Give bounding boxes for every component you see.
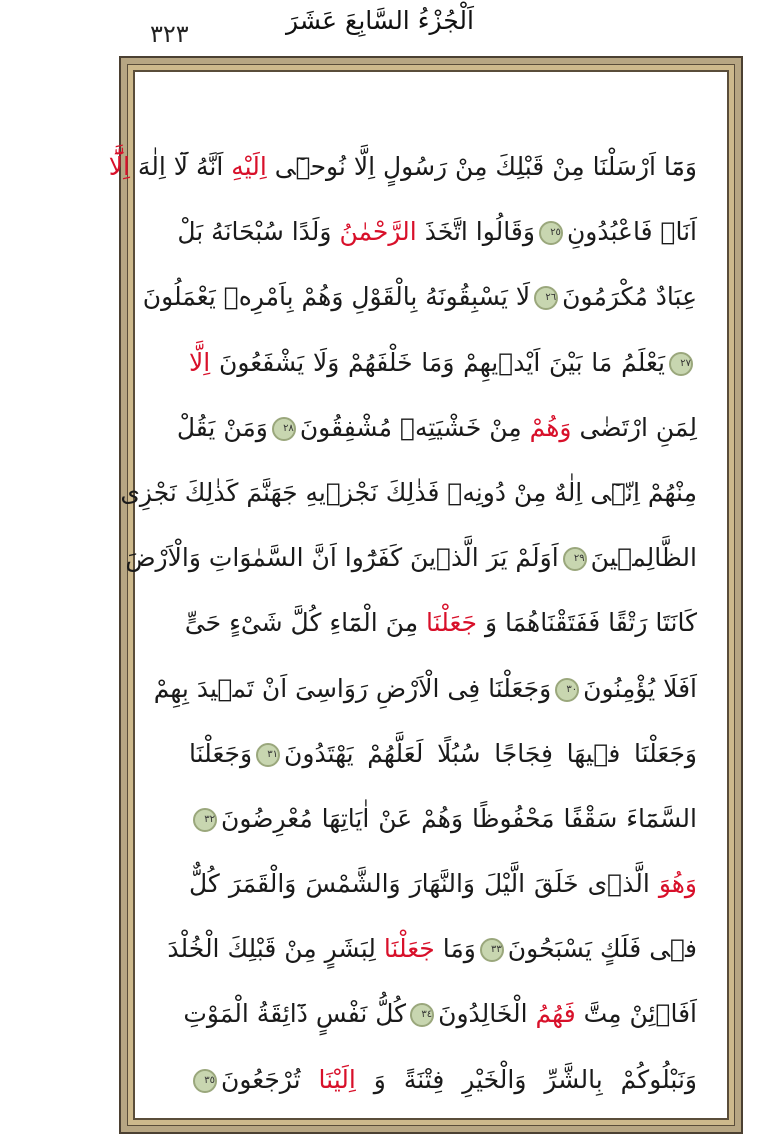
verse-text: مِنْ خَشْيَتِهٖ مُشْفِقُونَ (299, 412, 530, 442)
verse-text: اَفَا۬ئِنْ مِتَّ (575, 999, 697, 1029)
highlighted-word: وَهُوَ (658, 869, 697, 899)
text-line (120, 460, 697, 525)
quran-text (108, 134, 697, 1112)
verse-text: مِنْهُمْ اِنّٖٓى اِلٰهٌ مِنْ دُونِهٖ فَذٰلِكَ نَجْزٖيهِ جَهَنَّمَ كَذٰلِكَ نَجْزِى (120, 477, 697, 507)
highlighted-word: الرَّحْمٰنُ (339, 217, 417, 247)
highlighted-word: فَهُمُ (535, 999, 576, 1029)
ayah-number-marker: ٣٥ (193, 1069, 217, 1093)
verse-text: مِنَ الْمَٓاءِ كُلَّ شَیْءٍ حَیٍّ (184, 608, 427, 638)
verse-text: اَفَلَا يُؤْمِنُونَ (583, 673, 697, 703)
ayah-number-marker: ٢٧ (669, 352, 693, 376)
text-line (183, 981, 697, 1046)
text-line (184, 590, 697, 655)
verse-text: كَانَتَا رَتْقًا فَفَتَقْنَاهُمَا وَ (477, 608, 697, 638)
verse-text: كُلُّ نَفْسٍ ذَٓائِقَةُ الْمَوْتِ (183, 999, 407, 1029)
ayah-number-marker: ٢٨ (272, 417, 296, 441)
verse-text: يَعْلَمُ مَا بَيْنَ اَيْدٖيهِمْ وَمَا خَلْفَهُمْ وَلَا يَشْفَعُونَ (210, 347, 665, 377)
ayah-number-marker: ٣٢ (193, 808, 217, 832)
verse-text: اَنَّهُ لَٓا اِلٰهَ (129, 152, 232, 181)
frame-border (108, 64, 735, 1126)
ayah-number-marker: ٢٩ (563, 547, 587, 571)
verse-text: لَا يَسْبِقُونَهُ بِالْقَوْلِ وَهُمْ بِاَمْرِهٖ يَعْمَلُونَ (142, 282, 531, 312)
ayah-number-marker: ٣٤ (410, 1003, 434, 1027)
verse-text: وَمَٓا اَرْسَلْنَا مِنْ قَبْلِكَ مِنْ رَسُولٍ اِلَّا نُوحٖٓى (266, 152, 697, 181)
highlighted-word: اِلَيْنَا (318, 1064, 356, 1094)
verse-text: تُرْجَعُونَ (221, 1064, 319, 1094)
verse-text: لِبَشَرٍ مِنْ قَبْلِكَ الْخُلْدَ (167, 934, 384, 964)
verse-text: وَجَعَلْنَا فٖيهَا فِجَاجًا سُبُلًا لَعَلَّهُمْ يَهْتَدُونَ (284, 738, 697, 768)
verse-text: عِبَادٌ مُكْرَمُونَ (562, 282, 697, 312)
highlighted-word: اِلَيْهِ (231, 152, 267, 181)
text-line (189, 786, 697, 851)
text-line (108, 134, 697, 199)
page-frame (108, 56, 743, 1134)
verse-text: السَّمَٓاءَ سَقْفًا مَحْفُوظًا وَهُمْ عَنْ اٰيَاتِهَا مُعْرِضُونَ (221, 803, 697, 833)
ayah-number-marker: ٣٣ (480, 938, 504, 962)
text-line (177, 199, 697, 264)
text-line (189, 330, 697, 395)
highlighted-word: جَعَلْنَا (426, 608, 477, 638)
verse-text: لِمَنِ ارْتَضٰى (571, 412, 697, 442)
juz-title: اَلْجُزْءُ السَّابِعَ عَشَرَ (286, 6, 474, 35)
ayah-number-marker: ٣١ (256, 743, 280, 767)
verse-text: وَنَبْلُوكُمْ بِالشَّرِّ وَالْخَيْرِ فِتْنَةً وَ (355, 1064, 697, 1094)
verse-text: اَنَا۬ فَاعْبُدُونِ (566, 217, 697, 247)
verse-text: اَوَلَمْ يَرَ الَّذٖينَ كَفَرُٓوا اَنَّ السَّمٰوَاتِ وَالْاَرْضَ (125, 543, 559, 573)
verse-text: وَقَالُوا اتَّخَذَ (416, 217, 535, 247)
highlighted-word: جَعَلْنَا (383, 934, 435, 964)
text-line (153, 656, 697, 721)
verse-text: وَمَنْ يَقُلْ (176, 412, 268, 442)
ayah-number-marker: ٢٦ (534, 286, 558, 310)
ayah-number-marker: ٢٥ (539, 221, 563, 245)
ayah-number-marker: ٣٠ (555, 678, 579, 702)
text-line (189, 721, 697, 786)
highlighted-word: اِلَّٓا (108, 152, 130, 181)
verse-text: وَمَا (434, 934, 476, 964)
page-header (0, 0, 760, 58)
verse-text: الْخَالِدُونَ (438, 999, 536, 1029)
verse-text: وَجَعَلْنَا فِى الْاَرْضِ رَوَاسِىَ اَنْ تَمٖيدَ بِهِمْ (153, 673, 552, 703)
text-line (189, 851, 697, 916)
highlighted-word: اِلَّا (189, 347, 211, 377)
verse-text: الَّذٖى خَلَقَ الَّيْلَ وَالنَّهَارَ وَالشَّمْسَ وَالْقَمَرَ كُلٌّ (189, 869, 659, 899)
verse-text: الظَّالِمٖينَ (590, 543, 697, 573)
text-line (176, 395, 697, 460)
verse-text: وَلَدًا سُبْحَانَهُ بَلْ (177, 217, 340, 247)
text-line (142, 264, 697, 329)
text-line (189, 1047, 697, 1112)
text-line (125, 525, 697, 590)
verse-text: وَجَعَلْنَا (189, 738, 253, 768)
text-panel (108, 70, 729, 1120)
text-line (167, 916, 697, 981)
page-number: ٣٢٣ (150, 20, 189, 48)
highlighted-word: وَهُمْ (529, 412, 572, 442)
verse-text: فٖى فَلَكٍ يَسْبَحُونَ (507, 934, 697, 964)
